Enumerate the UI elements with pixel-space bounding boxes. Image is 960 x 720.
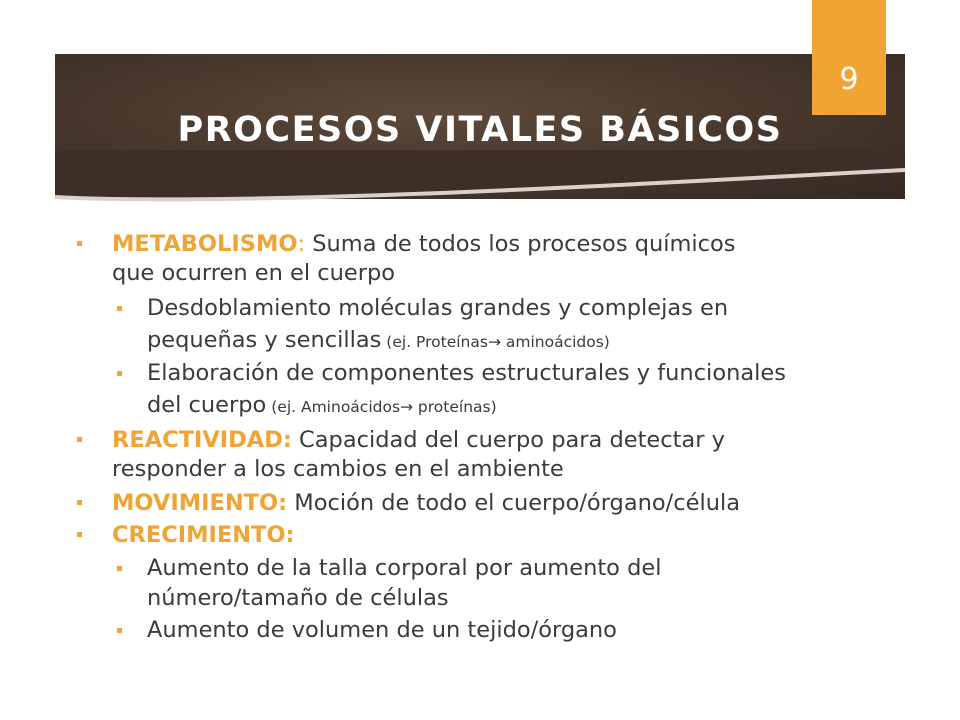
movimiento-term: MOVIMIENTO: [112,490,288,516]
metabolismo-colon: : [297,231,306,257]
metabolismo-sub1-note: (ej. Proteínas→ aminoácidos) [381,333,610,351]
metabolismo-text-1: Suma de todos los procesos químicos [305,231,736,257]
bullet-marker [77,500,82,505]
movimiento-item [112,490,740,516]
bullet-marker [117,371,122,376]
movimiento-text: Moción de todo el cuerpo/órgano/célula [287,490,740,516]
bullet-marker [77,241,82,246]
crecimiento-item [112,522,295,548]
reactividad-text-1: Capacidad del cuerpo para detectar y [291,427,725,453]
bullet-marker [77,532,82,537]
metabolismo-term: METABOLISMO [112,231,298,257]
metabolismo-sub2-line1: Elaboración de componentes estructurales y funcionales [147,360,786,386]
bullet-marker [117,306,122,311]
crecimiento-sub1-line1: Aumento de la talla corporal por aumento del [147,555,662,581]
reactividad-item [112,427,725,453]
crecimiento-sub2: Aumento de volumen de un tejido/órgano [147,617,617,643]
metabolismo-sub1-line1: Desdoblamiento moléculas grandes y complejas en [147,295,729,321]
crecimiento-term: CRECIMIENTO: [112,522,295,548]
metabolismo-sub2-text: del cuerpo [147,392,267,418]
page-number: 9 [839,62,859,97]
metabolismo-sub1-text: pequeñas y sencillas [147,327,382,353]
bullet-marker [117,566,122,571]
metabolismo-text-2: que ocurren en el cuerpo [112,260,396,286]
metabolismo-sub1-line2 [147,327,610,353]
crecimiento-sub1-line2: número/tamaño de células [147,585,449,611]
bullet-marker [117,628,122,633]
bullet-marker [77,437,82,442]
metabolismo-sub2-line2 [147,392,497,418]
slide-title: PROCESOS VITALES BÁSICOS [177,110,783,150]
reactividad-term: REACTIVIDAD: [112,427,292,453]
metabolismo-item [112,231,736,257]
reactividad-text-2: responder a los cambios en el ambiente [112,456,564,482]
metabolismo-sub2-note: (ej. Aminoácidos→ proteínas) [266,398,497,416]
